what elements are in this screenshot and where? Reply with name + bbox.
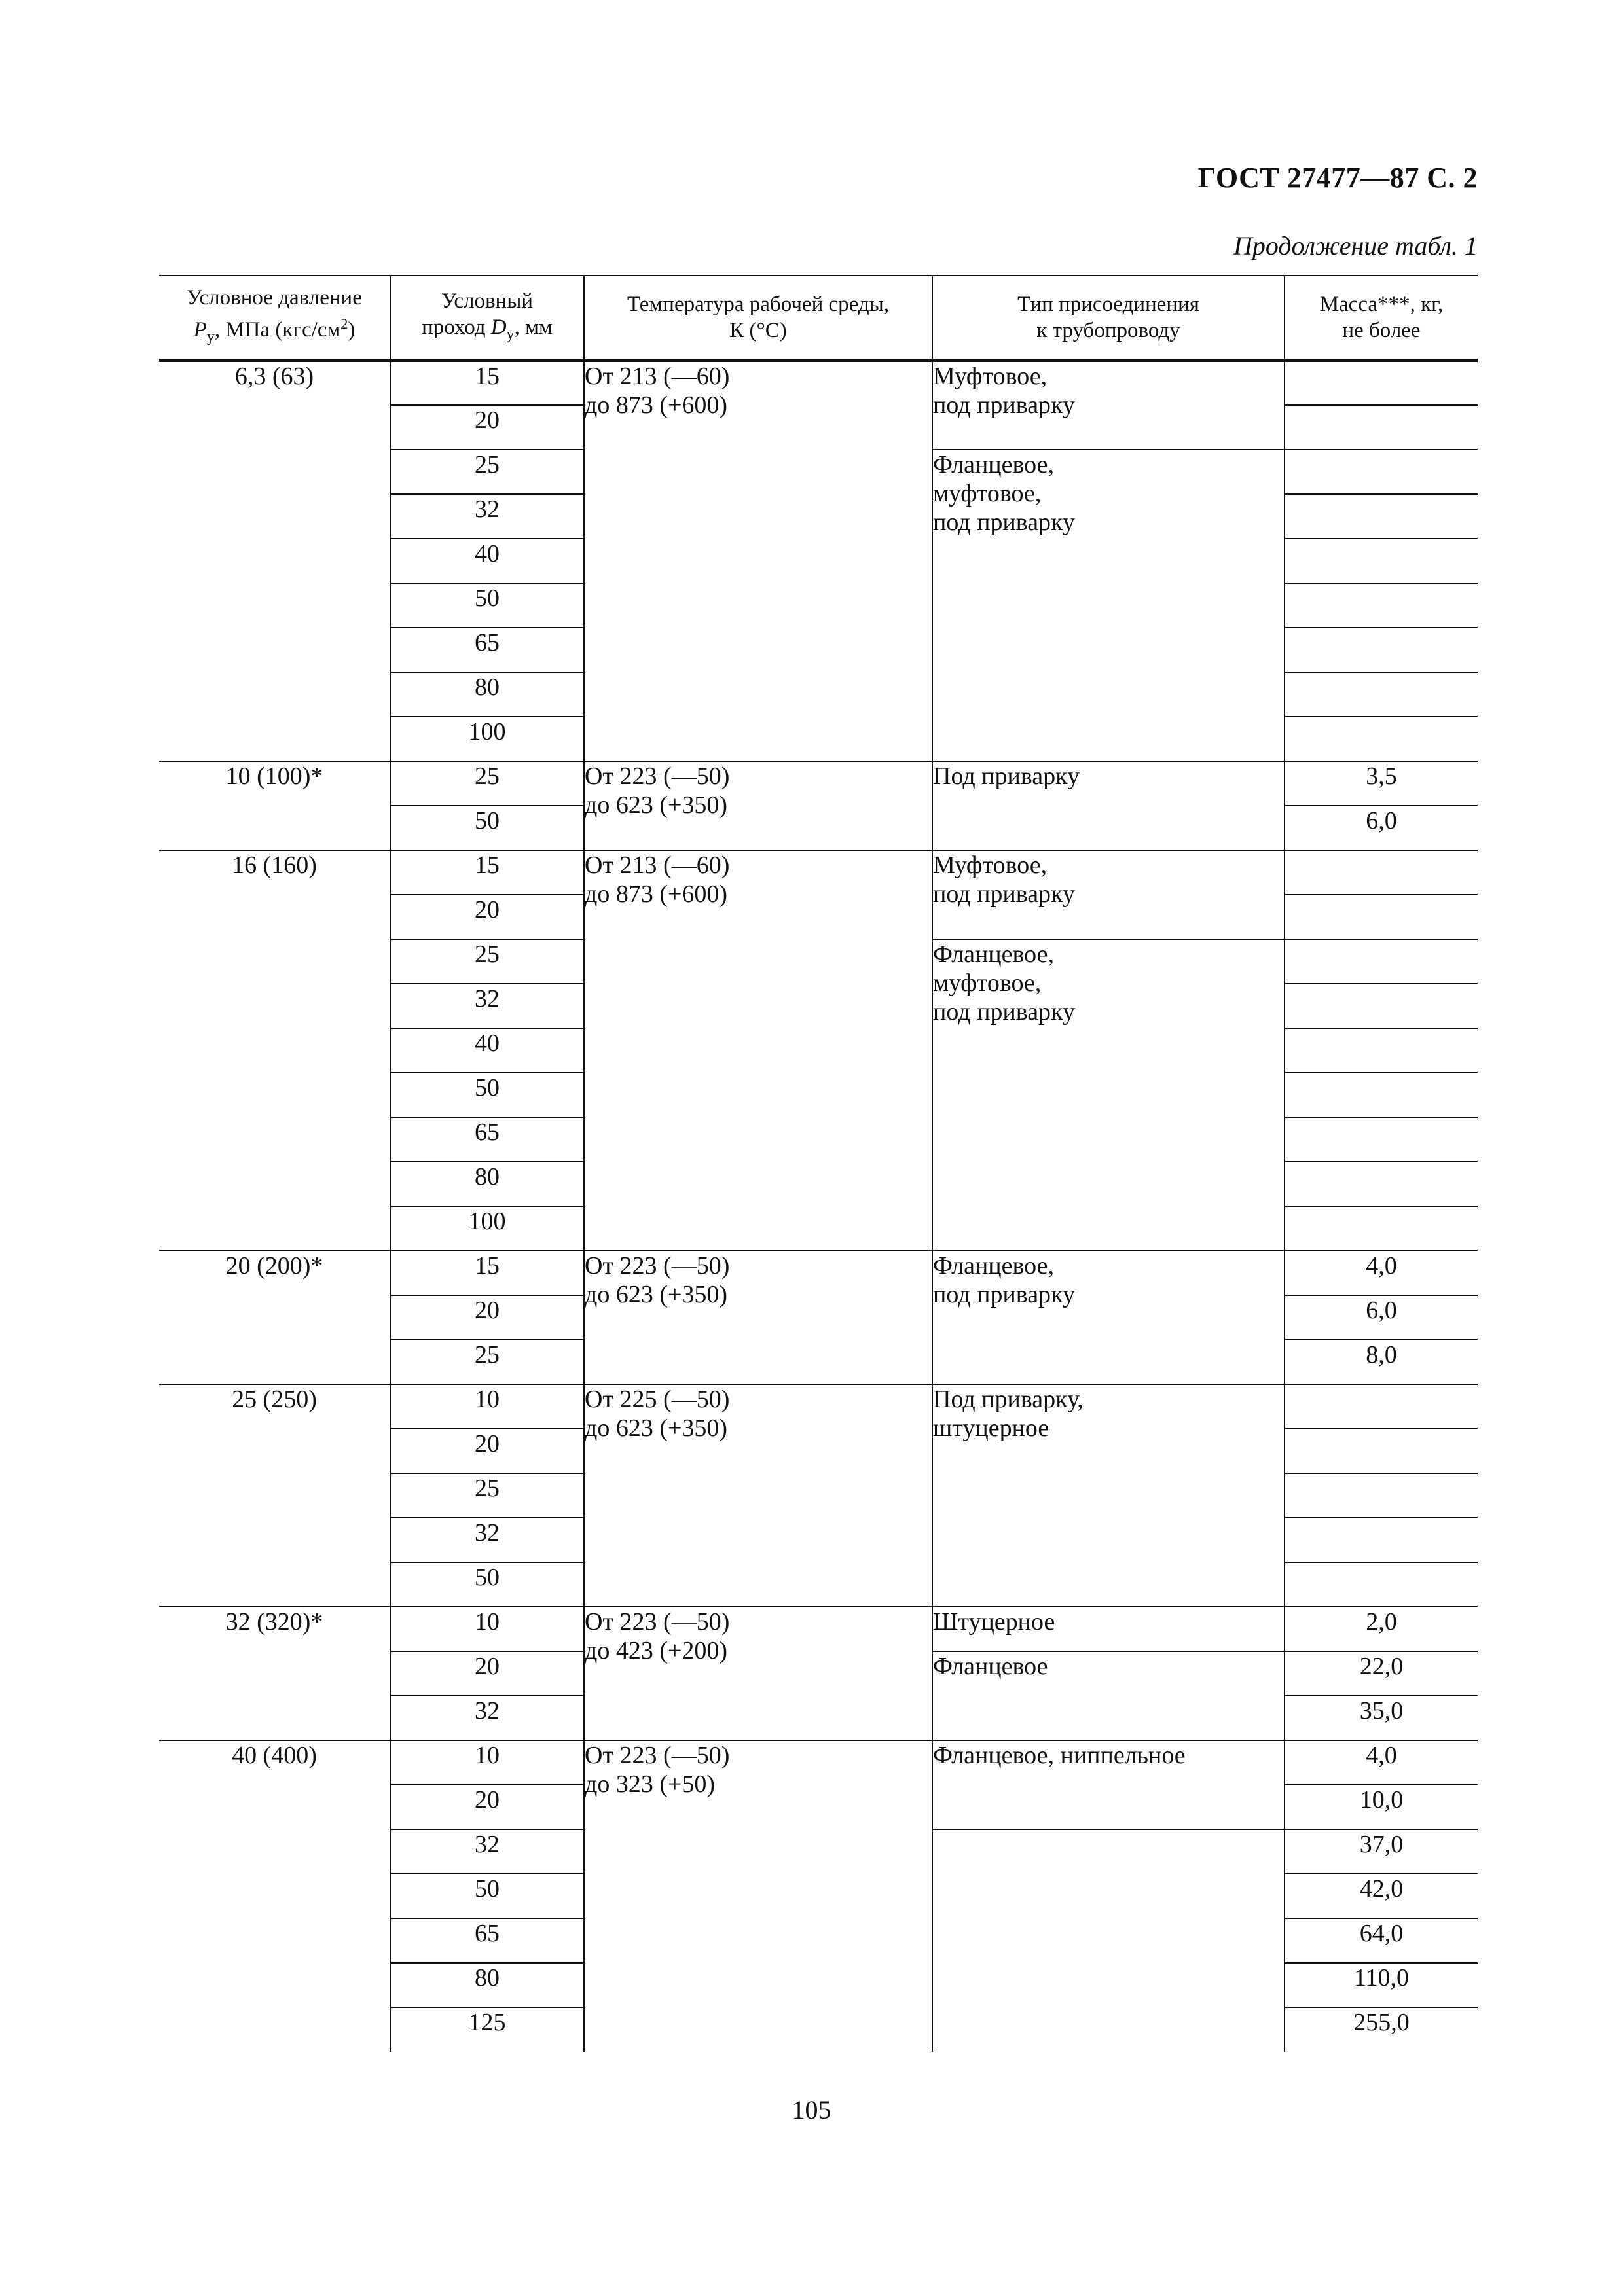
temperature-line: до 623 (+350) bbox=[585, 1414, 728, 1442]
connection-cell bbox=[932, 1829, 1285, 2052]
connection-cell bbox=[932, 850, 1285, 939]
pressure-cell: 20 (200)* bbox=[159, 1251, 390, 1384]
diameter-cell: 32 bbox=[390, 1829, 584, 1874]
table-row bbox=[159, 1251, 1478, 1295]
diameter-cell: 20 bbox=[390, 1651, 584, 1696]
mass-cell bbox=[1285, 1162, 1478, 1206]
connection-line: Штуцерное bbox=[933, 1607, 1055, 1636]
connection-cell bbox=[932, 939, 1285, 1251]
connection-line: муфтовое, bbox=[933, 969, 1042, 997]
temperature-line: до 873 (+600) bbox=[585, 880, 728, 908]
diameter-cell: 100 bbox=[390, 1206, 584, 1251]
mass-cell: 42,0 bbox=[1285, 1874, 1478, 1918]
diameter-cell: 50 bbox=[390, 1073, 584, 1117]
diameter-cell: 25 bbox=[390, 939, 584, 984]
col-header-temperature: Температура рабочей среды, К (°С) bbox=[584, 276, 932, 361]
mass-cell: 35,0 bbox=[1285, 1696, 1478, 1740]
diameter-cell: 80 bbox=[390, 672, 584, 717]
temperature-line: От 223 (—50) bbox=[585, 1251, 730, 1280]
connection-line: штуцерное bbox=[933, 1414, 1049, 1442]
mass-cell bbox=[1285, 628, 1478, 672]
valve-spec-table bbox=[159, 275, 1478, 2052]
connection-line: Под приварку bbox=[933, 762, 1080, 790]
mass-cell bbox=[1285, 1206, 1478, 1251]
mass-cell: 64,0 bbox=[1285, 1918, 1478, 1963]
connection-line: Фланцевое, bbox=[933, 940, 1055, 968]
diameter-cell: 25 bbox=[390, 450, 584, 494]
mass-cell: 255,0 bbox=[1285, 2007, 1478, 2052]
connection-line: муфтовое, bbox=[933, 479, 1042, 507]
mass-cell bbox=[1285, 895, 1478, 939]
diameter-cell: 100 bbox=[390, 717, 584, 761]
mass-cell: 6,0 bbox=[1285, 1295, 1478, 1340]
table-row bbox=[159, 361, 1478, 405]
temperature-line: От 223 (—50) bbox=[585, 1607, 730, 1636]
mass-cell bbox=[1285, 1429, 1478, 1473]
temperature-cell bbox=[584, 1740, 932, 2052]
temperature-line: От 225 (—50) bbox=[585, 1385, 730, 1413]
connection-line: Фланцевое bbox=[933, 1652, 1048, 1680]
diameter-cell: 20 bbox=[390, 1785, 584, 1829]
col-header-diameter: Условный проход $D_у$, мм bbox=[390, 276, 584, 361]
connection-line: под приварку bbox=[933, 391, 1075, 419]
connection-cell bbox=[932, 1607, 1285, 1651]
connection-cell bbox=[932, 361, 1285, 450]
connection-line: Фланцевое, ниппельное bbox=[933, 1741, 1186, 1769]
connection-line: под приварку bbox=[933, 1280, 1075, 1308]
mass-cell: 110,0 bbox=[1285, 1963, 1478, 2007]
mass-cell: 37,0 bbox=[1285, 1829, 1478, 1874]
connection-line: Фланцевое, bbox=[933, 450, 1055, 478]
table-body bbox=[159, 361, 1478, 2052]
diameter-cell: 25 bbox=[390, 1340, 584, 1384]
mass-cell bbox=[1285, 850, 1478, 895]
mass-cell bbox=[1285, 717, 1478, 761]
col-header-pressure: Условное давление $P_у$, МПа $(кгс/см^2)$ bbox=[159, 276, 390, 361]
table-header-row bbox=[159, 276, 1478, 361]
temperature-cell bbox=[584, 850, 932, 1251]
temperature-line: От 213 (—60) bbox=[585, 851, 730, 879]
mass-cell bbox=[1285, 939, 1478, 984]
diameter-cell: 32 bbox=[390, 494, 584, 539]
connection-line: Фланцевое, bbox=[933, 1251, 1055, 1280]
connection-line: Под приварку, bbox=[933, 1385, 1084, 1413]
diameter-cell: 65 bbox=[390, 1117, 584, 1162]
temperature-line: до 623 (+350) bbox=[585, 1280, 728, 1308]
connection-cell bbox=[932, 1740, 1285, 1829]
connection-line: под приварку bbox=[933, 880, 1075, 908]
diameter-cell: 20 bbox=[390, 405, 584, 450]
mass-cell bbox=[1285, 405, 1478, 450]
table-row bbox=[159, 1740, 1478, 1785]
col-header-mass: Масса***, кг, не более bbox=[1285, 276, 1478, 361]
mass-cell: 6,0 bbox=[1285, 806, 1478, 850]
pressure-cell: 10 (100)* bbox=[159, 761, 390, 850]
diameter-cell: 32 bbox=[390, 1518, 584, 1562]
connection-line: под приварку bbox=[933, 997, 1075, 1026]
pressure-cell: 32 (320)* bbox=[159, 1607, 390, 1740]
mass-cell bbox=[1285, 1073, 1478, 1117]
mass-cell bbox=[1285, 1473, 1478, 1518]
temperature-cell bbox=[584, 1607, 932, 1740]
table-row bbox=[159, 850, 1478, 895]
mass-cell bbox=[1285, 1028, 1478, 1073]
temperature-line: От 213 (—60) bbox=[585, 363, 730, 390]
mass-cell: 10,0 bbox=[1285, 1785, 1478, 1829]
temperature-line: От 223 (—50) bbox=[585, 1741, 730, 1769]
diameter-cell: 65 bbox=[390, 1918, 584, 1963]
pressure-cell: 40 (400) bbox=[159, 1740, 390, 2052]
mass-cell: 4,0 bbox=[1285, 1251, 1478, 1295]
mass-cell: 3,5 bbox=[1285, 761, 1478, 806]
mass-cell bbox=[1285, 361, 1478, 405]
mass-cell bbox=[1285, 583, 1478, 628]
mass-cell: 8,0 bbox=[1285, 1340, 1478, 1384]
pressure-cell: 16 (160) bbox=[159, 850, 390, 1251]
connection-line: Муфтовое, bbox=[933, 363, 1048, 390]
temperature-cell bbox=[584, 1384, 932, 1607]
table-row bbox=[159, 1607, 1478, 1651]
mass-cell bbox=[1285, 450, 1478, 494]
mass-cell bbox=[1285, 1117, 1478, 1162]
mass-cell: 2,0 bbox=[1285, 1607, 1478, 1651]
mass-cell: 4,0 bbox=[1285, 1740, 1478, 1785]
document-header: ГОСТ 27477—87 С. 2 bbox=[1197, 162, 1478, 194]
temperature-line: до 423 (+200) bbox=[585, 1636, 728, 1664]
diameter-cell: 125 bbox=[390, 2007, 584, 2052]
diameter-cell: 10 bbox=[390, 1607, 584, 1651]
diameter-cell: 15 bbox=[390, 1251, 584, 1295]
table-row bbox=[159, 1384, 1478, 1429]
page-number: 105 bbox=[792, 2095, 831, 2125]
connection-cell bbox=[932, 1251, 1285, 1384]
mass-cell bbox=[1285, 984, 1478, 1028]
mass-cell: 22,0 bbox=[1285, 1651, 1478, 1696]
diameter-cell: 50 bbox=[390, 1562, 584, 1607]
diameter-cell: 25 bbox=[390, 1473, 584, 1518]
diameter-cell: 40 bbox=[390, 539, 584, 583]
diameter-cell: 32 bbox=[390, 1696, 584, 1740]
mass-cell bbox=[1285, 1518, 1478, 1562]
connection-cell bbox=[932, 1651, 1285, 1740]
diameter-cell: 32 bbox=[390, 984, 584, 1028]
temperature-cell bbox=[584, 361, 932, 761]
pressure-cell: 25 (250) bbox=[159, 1384, 390, 1607]
mass-cell bbox=[1285, 1562, 1478, 1607]
mass-cell bbox=[1285, 539, 1478, 583]
connection-line: Муфтовое, bbox=[933, 851, 1048, 879]
diameter-cell: 50 bbox=[390, 1874, 584, 1918]
connection-cell bbox=[932, 450, 1285, 761]
diameter-cell: 20 bbox=[390, 1295, 584, 1340]
table-row bbox=[159, 761, 1478, 806]
diameter-cell: 40 bbox=[390, 1028, 584, 1073]
table-continuation-label: Продолжение табл. 1 bbox=[1233, 231, 1478, 260]
temperature-line: От 223 (—50) bbox=[585, 762, 730, 790]
diameter-cell: 10 bbox=[390, 1384, 584, 1429]
col-header-connection: Тип присоединения к трубопроводу bbox=[932, 276, 1285, 361]
temperature-line: до 623 (+350) bbox=[585, 791, 728, 819]
mass-cell bbox=[1285, 1384, 1478, 1429]
diameter-cell: 15 bbox=[390, 850, 584, 895]
temperature-line: до 873 (+600) bbox=[585, 391, 728, 419]
connection-cell bbox=[932, 1384, 1285, 1607]
pressure-cell: 6,3 (63) bbox=[234, 363, 314, 390]
diameter-cell: 20 bbox=[390, 1429, 584, 1473]
mass-cell bbox=[1285, 494, 1478, 539]
diameter-cell: 20 bbox=[390, 895, 584, 939]
connection-line: под приварку bbox=[933, 508, 1075, 536]
temperature-line: до 323 (+50) bbox=[585, 1770, 716, 1798]
diameter-cell: 50 bbox=[390, 806, 584, 850]
temperature-cell bbox=[584, 761, 932, 850]
diameter-cell: 25 bbox=[390, 761, 584, 806]
diameter-cell: 15 bbox=[390, 361, 584, 405]
diameter-cell: 80 bbox=[390, 1963, 584, 2007]
diameter-cell: 50 bbox=[390, 583, 584, 628]
temperature-cell bbox=[584, 1251, 932, 1384]
connection-cell bbox=[932, 761, 1285, 850]
diameter-cell: 65 bbox=[390, 628, 584, 672]
mass-cell bbox=[1285, 672, 1478, 717]
diameter-cell: 10 bbox=[390, 1740, 584, 1785]
diameter-cell: 80 bbox=[390, 1162, 584, 1206]
